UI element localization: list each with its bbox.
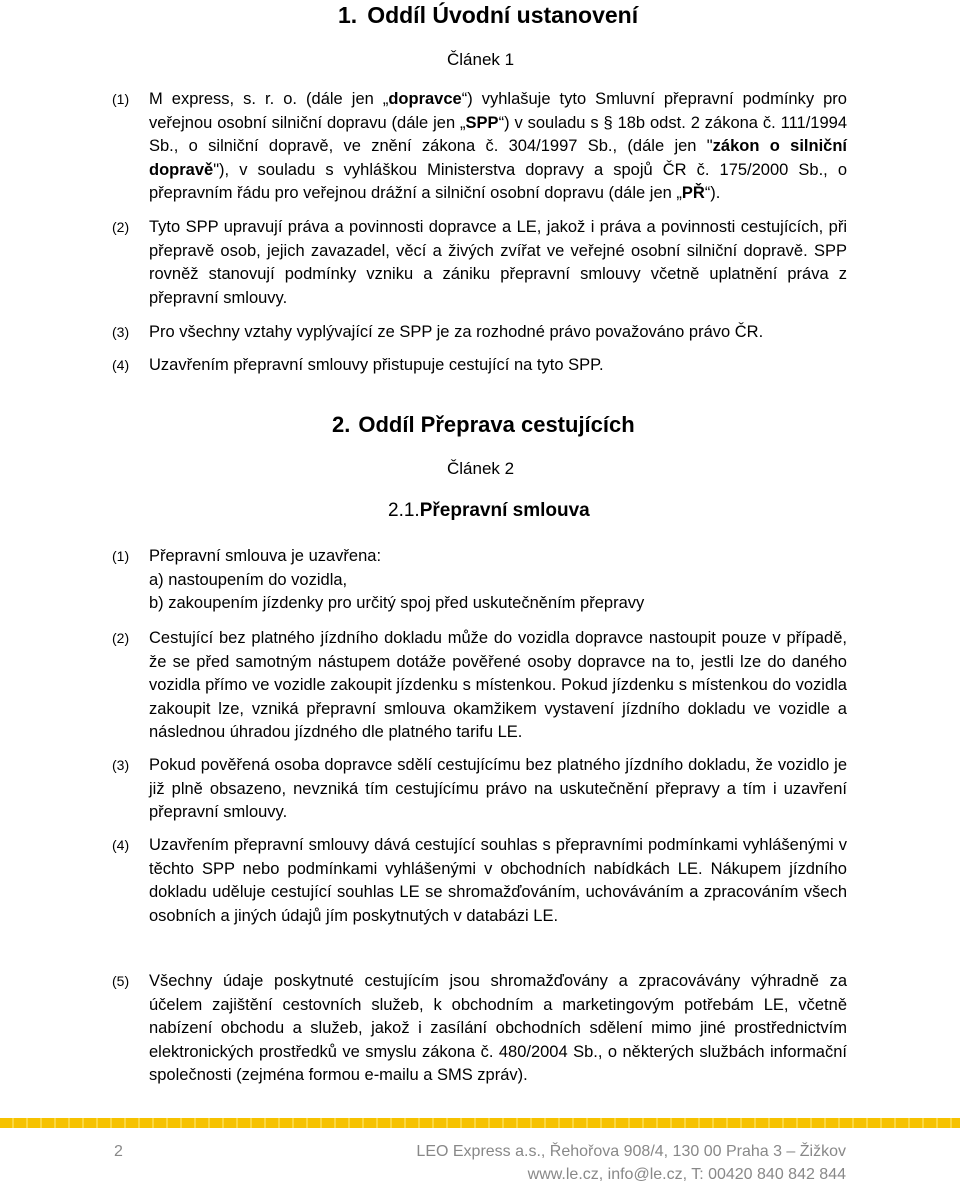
s2-p1-text [149, 545, 847, 616]
s1-p2-number: (2) [112, 219, 130, 235]
s1-p2-text: Tyto SPP upravují práva a povinnosti dopravce a LE, jakož i práva a povinnosti cestujících, při přepravě osob, jejich zavazadel, věcí a živých zvířat ve veřejné osobní silniční dopravě. SPP rovněž stanovují podmínky vzniku a zániku přepravní smlouvy včetně uplatnění práva z přepravní smlouvy. [149, 218, 847, 307]
subsection-2-1-number: 2.1. [388, 500, 420, 521]
page-number: 2 [114, 1143, 123, 1160]
s1-p1-text-c: “) vyhlašuje tyto Smluvní přepravní podmínky pro veřejnou osobní silniční dopravu (dále jen „ [149, 90, 847, 132]
subsection-2-1-title: Přepravní smlouva [419, 500, 590, 521]
s1-p1-text-e: “) v souladu s § 18b odst. 2 zákona č. 111/1994 Sb., o silniční dopravě, ve znění zákona č. 304/1997 Sb., (dále jen " [149, 113, 847, 155]
s2-p3-number: (3) [112, 757, 130, 773]
s1-p4-number: (4) [112, 357, 130, 373]
section-2-title: Oddíl Přeprava cestujících [358, 412, 635, 437]
s2-p2-number: (2) [112, 630, 130, 646]
article-1-label: Článek 1 [447, 50, 515, 69]
s2-p5-number: (5) [112, 973, 130, 989]
s1-paragraph-4 [112, 354, 847, 378]
section-1-heading [338, 2, 638, 29]
s1-paragraph-1 [112, 88, 847, 206]
s2-paragraph-2 [112, 627, 847, 745]
s1-p3-text: Pro všechny vztahy vyplývající ze SPP je za rozhodné právo považováno právo ČR. [149, 323, 764, 341]
s1-p1-text-a: M express, s. r. o. (dále jen „ [149, 90, 389, 108]
s2-p1-item-b: b) zakoupením jízdenky pro určitý spoj před uskutečněním přepravy [149, 594, 645, 612]
s1-p1-text [149, 88, 847, 206]
section-2-heading [332, 412, 635, 438]
section-2-number: 2. [332, 412, 351, 437]
footer-address: LEO Express a.s., Řehořova 908/4, 130 00 Praha 3 – Žižkov [416, 1143, 846, 1160]
s2-paragraph-4 [112, 834, 847, 928]
s1-p4-text: Uzavřením přepravní smlouvy přistupuje cestující na tyto SPP. [149, 356, 604, 374]
s1-p1-text-i: “). [704, 184, 721, 202]
s2-p3-text: Pokud pověřená osoba dopravce sdělí cestujícímu bez platného jízdního dokladu, že vozidlo je již plně obsazeno, nevzniká tím cestujícímu právo na uskutečnění přepravy a tím i uzavření přepravní smlouvy. [149, 756, 847, 821]
s2-p1-item-a: a) nastoupením do vozidla, [149, 570, 348, 589]
s1-p3-number: (3) [112, 324, 130, 340]
footer-contact: www.le.cz, info@le.cz, T: 00420 840 842 844 [527, 1166, 846, 1183]
s1-p1-term-zakon: zákon o silniční dopravě [149, 137, 847, 179]
s1-p1-term-dopravce: dopravce [388, 90, 462, 108]
section-1-number: 1. [338, 2, 358, 28]
footer-divider-bar [0, 1118, 960, 1128]
s1-paragraph-3 [112, 321, 847, 345]
s2-paragraph-3 [112, 754, 847, 825]
s2-p5-text: Všechny údaje poskytnuté cestujícím jsou shromažďovány a zpracovávány výhradně za účelem zajištění cestovních služeb, k obchodním a marketingovým potřebám LE, včetně nabízení obchodu a služeb, jakož i zasílání obchodních sdělení mimo jiné prostřednictvím elektronických prostředků ve smyslu zákona č. 480/2004 Sb., o některých službách informační společnosti (zejména formou e-mailu a SMS zpráv). [149, 972, 847, 1084]
s1-p1-number: (1) [112, 91, 130, 107]
s1-p1-text-g: "), v souladu s vyhláškou Ministerstva dopravy a spojů ČR č. 175/2000 Sb., o přepravním řádu pro veřejnou drážní a silniční osobní dopravu (dále jen „ [149, 160, 847, 202]
s1-p1-term-spp: SPP [465, 113, 499, 132]
s2-paragraph-5 [112, 970, 847, 1088]
s2-p4-text: Uzavřením přepravní smlouvy dává cestující souhlas s přepravními podmínkami vyhlášenými v těchto SPP nebo podmínkami vyhlášenými v obchodních nabídkách LE. Nákupem jízdního dokladu uděluje cestující souhlas LE se shromažďováním, uchováváním a zpracováním všech osobních a jiných údajů jím poskytnutých v databázi LE. [149, 836, 847, 925]
s1-paragraph-2 [112, 216, 847, 310]
article-2-label: Článek 2 [447, 459, 515, 478]
s2-p1-lead: Přepravní smlouva je uzavřena: [149, 547, 382, 565]
s2-p2-text: Cestující bez platného jízdního dokladu může do vozidla dopravce nastoupit pouze v případě, že se před samotným nástupem dotáže pověřené osoby dopravce na to, jestli lze do daného vozidla přímo ve vozidle zakoupit jízdenku s místenkou. Pokud jízdenku s místenkou do vozidla zakoupit lze, vzniká přepravní smlouva okamžikem vystavení jízdního dokladu ve vozidle a následnou úhradou jízdného dle platného tarifu LE. [149, 629, 847, 741]
s2-paragraph-1 [112, 545, 847, 616]
s1-p1-term-pr: PŘ [681, 184, 705, 202]
s2-p1-number: (1) [112, 548, 130, 564]
section-1-title: Oddíl Úvodní ustanovení [367, 2, 639, 28]
s2-p4-number: (4) [112, 837, 130, 853]
subsection-2-1-heading [388, 500, 590, 522]
